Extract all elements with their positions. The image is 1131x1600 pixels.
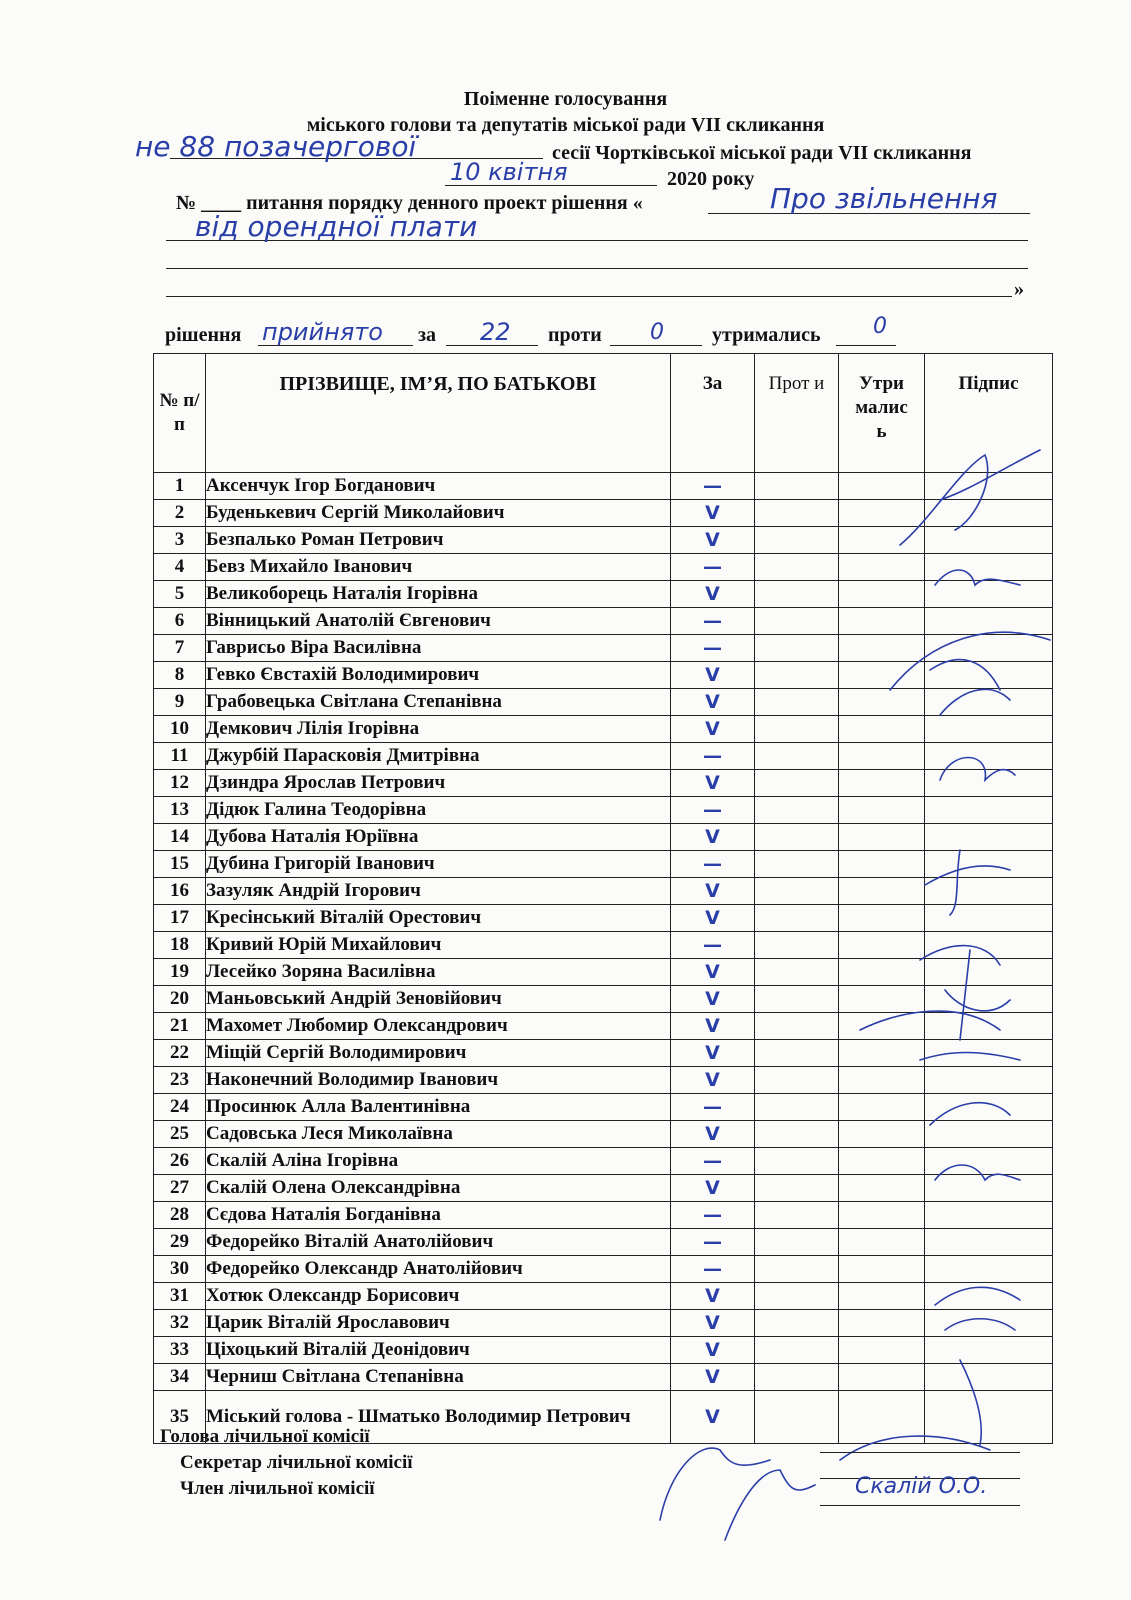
abstain-label: утримались	[712, 324, 821, 346]
row-vote-for: V	[671, 689, 755, 716]
row-number: 2	[154, 500, 206, 527]
signature-1	[900, 450, 1040, 545]
row-name: Великоборець Наталія Ігорівна	[206, 581, 671, 608]
header-against: Прот и	[755, 354, 839, 473]
row-number: 3	[154, 527, 206, 554]
row-number: 31	[154, 1283, 206, 1310]
signature-31	[935, 1287, 1020, 1330]
row-vote-for: V	[671, 1364, 755, 1391]
member-signature-line	[820, 1505, 1020, 1506]
row-vote-for: V	[671, 770, 755, 797]
row-vote-for: —	[671, 635, 755, 662]
row-name: Зазуляк Андрій Ігорович	[206, 878, 671, 905]
row-vote-for: V	[671, 959, 755, 986]
member-signature-text: Скалій О.О.	[855, 1474, 988, 1499]
row-name: Кривий Юрій Михайлович	[206, 932, 671, 959]
row-number: 32	[154, 1310, 206, 1337]
row-vote-for: —	[671, 797, 755, 824]
row-name: Черниш Світлана Степанівна	[206, 1364, 671, 1391]
year-label: 2020 року	[667, 168, 755, 190]
row-name: Маньовський Андрій Зеновійович	[206, 986, 671, 1013]
signature-25	[930, 1103, 1010, 1125]
signature-chair	[660, 1448, 770, 1520]
row-vote-for: —	[671, 1256, 755, 1283]
row-number: 8	[154, 662, 206, 689]
footer-secretary: Секретар лічильної комісії	[180, 1452, 413, 1473]
row-number: 28	[154, 1202, 206, 1229]
row-name: Буденькевич Сергій Миколайович	[206, 500, 671, 527]
row-name: Кресінський Віталій Орестович	[206, 905, 671, 932]
row-name: Федорейко Віталій Анатолійович	[206, 1229, 671, 1256]
row-vote-for: —	[671, 608, 755, 635]
row-name: Просинюк Алла Валентинівна	[206, 1094, 671, 1121]
row-name: Безпалько Роман Петрович	[206, 527, 671, 554]
row-name: Аксенчук Ігор Богданович	[206, 473, 671, 500]
chair-signature-line	[820, 1452, 1020, 1453]
row-vote-for: V	[671, 581, 755, 608]
row-vote-for: —	[671, 1148, 755, 1175]
header-number: № п/п	[154, 354, 206, 473]
row-number: 5	[154, 581, 206, 608]
issue-handwritten-1: Про звільнення	[770, 182, 998, 215]
row-number: 23	[154, 1067, 206, 1094]
row-vote-for: V	[671, 527, 755, 554]
row-number: 10	[154, 716, 206, 743]
session-handwritten: не 88 позачергової	[135, 130, 417, 163]
closing-quote: »	[1014, 278, 1024, 300]
row-name: Лесейко Зоряна Василівна	[206, 959, 671, 986]
header-for: За	[671, 354, 755, 473]
row-name: Дідюк Галина Теодорівна	[206, 797, 671, 824]
row-vote-for: V	[671, 986, 755, 1013]
row-number: 13	[154, 797, 206, 824]
row-name: Скалій Аліна Ігорівна	[206, 1148, 671, 1175]
row-vote-for: V	[671, 878, 755, 905]
issue-label: № ____ питання порядку денного проект рішення «	[176, 192, 643, 214]
row-name: Вінницький Анатолій Євгенович	[206, 608, 671, 635]
row-number: 27	[154, 1175, 206, 1202]
document-title: Поіменне голосування	[463, 88, 668, 110]
row-number: 33	[154, 1337, 206, 1364]
row-name: Садовська Леся Миколаївна	[206, 1121, 671, 1148]
row-number: 20	[154, 986, 206, 1013]
decision-label: рішення	[165, 324, 242, 346]
row-vote-for: V	[671, 1121, 755, 1148]
row-vote-for: V	[671, 1175, 755, 1202]
row-vote-for: V	[671, 1013, 755, 1040]
row-name: Гаврисьо Віра Василівна	[206, 635, 671, 662]
against-label: проти	[548, 324, 602, 346]
row-vote-for: V	[671, 824, 755, 851]
against-count: 0	[650, 320, 664, 345]
row-number: 29	[154, 1229, 206, 1256]
row-number: 14	[154, 824, 206, 851]
row-number: 26	[154, 1148, 206, 1175]
row-name: Скалій Олена Олександрівна	[206, 1175, 671, 1202]
row-name: Дубина Григорій Іванович	[206, 851, 671, 878]
row-number: 4	[154, 554, 206, 581]
signature-16	[925, 850, 1010, 915]
row-name: Демкович Лілія Ігорівна	[206, 716, 671, 743]
row-name: Царик Віталій Ярославович	[206, 1310, 671, 1337]
row-number: 6	[154, 608, 206, 635]
row-number: 30	[154, 1256, 206, 1283]
row-number: 12	[154, 770, 206, 797]
row-vote-for: V	[671, 1283, 755, 1310]
row-vote-for: —	[671, 851, 755, 878]
row-vote-for: V	[671, 905, 755, 932]
row-name: Гевко Євстахій Володимирович	[206, 662, 671, 689]
row-number: 18	[154, 932, 206, 959]
signature-35	[960, 1360, 981, 1445]
row-vote-for: V	[671, 500, 755, 527]
for-label: за	[418, 324, 437, 346]
row-name: Хотюк Олександр Борисович	[206, 1283, 671, 1310]
abstain-count: 0	[873, 314, 887, 339]
row-name: Міський голова - Шматько Володимир Петрович	[206, 1391, 671, 1444]
row-vote-for: V	[671, 662, 755, 689]
signature-20	[920, 946, 1010, 1040]
signature-5	[935, 570, 1020, 585]
row-vote-for: V	[671, 716, 755, 743]
row-number: 17	[154, 905, 206, 932]
signature-22	[860, 1011, 1020, 1060]
row-number: 11	[154, 743, 206, 770]
row-name: Сєдова Наталія Богданівна	[206, 1202, 671, 1229]
row-number: 22	[154, 1040, 206, 1067]
row-name: Бевз Михайло Іванович	[206, 554, 671, 581]
header-signature: Підпис	[925, 354, 1053, 473]
document-subtitle: міського голови та депутатів міської ради VII скликання	[306, 114, 825, 136]
decision-value: прийнято	[262, 318, 383, 346]
row-vote-for: —	[671, 1094, 755, 1121]
row-vote-for: —	[671, 1202, 755, 1229]
signature-secretary	[725, 1470, 815, 1540]
row-name: Ціхоцький Віталій Деонідович	[206, 1337, 671, 1364]
row-number: 35	[154, 1391, 206, 1444]
row-name: Федорейко Олександр Анатолійович	[206, 1256, 671, 1283]
for-count: 22	[480, 318, 511, 346]
row-name: Міщій Сергій Володимирович	[206, 1040, 671, 1067]
footer-chair: Голова лічильної комісії	[160, 1426, 370, 1447]
signature-12	[940, 758, 1015, 781]
row-vote-for: V	[671, 1040, 755, 1067]
row-number: 16	[154, 878, 206, 905]
row-vote-for: V	[671, 1337, 755, 1364]
row-number: 25	[154, 1121, 206, 1148]
row-number: 21	[154, 1013, 206, 1040]
header-name: ПРІЗВИЩЕ, ІМ’Я, ПО БАТЬКОВІ	[206, 354, 671, 473]
header-abstain: Утри малис ь	[839, 354, 925, 473]
row-vote-for: —	[671, 473, 755, 500]
date-handwritten: 10 квітня	[450, 158, 568, 186]
signature-8	[890, 632, 1050, 715]
row-number: 7	[154, 635, 206, 662]
row-name: Дзиндра Ярослав Петрович	[206, 770, 671, 797]
row-vote-for: V	[671, 1067, 755, 1094]
row-number: 9	[154, 689, 206, 716]
session-label: сесії Чортківської міської ради VII скликання	[552, 142, 972, 164]
row-number: 34	[154, 1364, 206, 1391]
row-vote-for: —	[671, 554, 755, 581]
row-number: 1	[154, 473, 206, 500]
row-number: 24	[154, 1094, 206, 1121]
row-vote-for: V	[671, 1310, 755, 1337]
issue-handwritten-2: від орендної плати	[195, 210, 478, 243]
row-vote-for: V	[671, 1391, 755, 1444]
footer-member: Член лічильної комісії	[180, 1478, 375, 1499]
row-number: 19	[154, 959, 206, 986]
row-vote-for: —	[671, 743, 755, 770]
row-name: Наконечний Володимир Іванович	[206, 1067, 671, 1094]
row-name: Махомет Любомир Олександрович	[206, 1013, 671, 1040]
signature-member-scribble	[840, 1436, 990, 1460]
row-name: Дубова Наталія Юріївна	[206, 824, 671, 851]
row-name: Джурбій Парасковія Дмитрівна	[206, 743, 671, 770]
row-vote-for: —	[671, 1229, 755, 1256]
row-name: Грабовецька Світлана Степанівна	[206, 689, 671, 716]
row-number: 15	[154, 851, 206, 878]
row-vote-for: —	[671, 932, 755, 959]
signature-27	[935, 1165, 1020, 1180]
